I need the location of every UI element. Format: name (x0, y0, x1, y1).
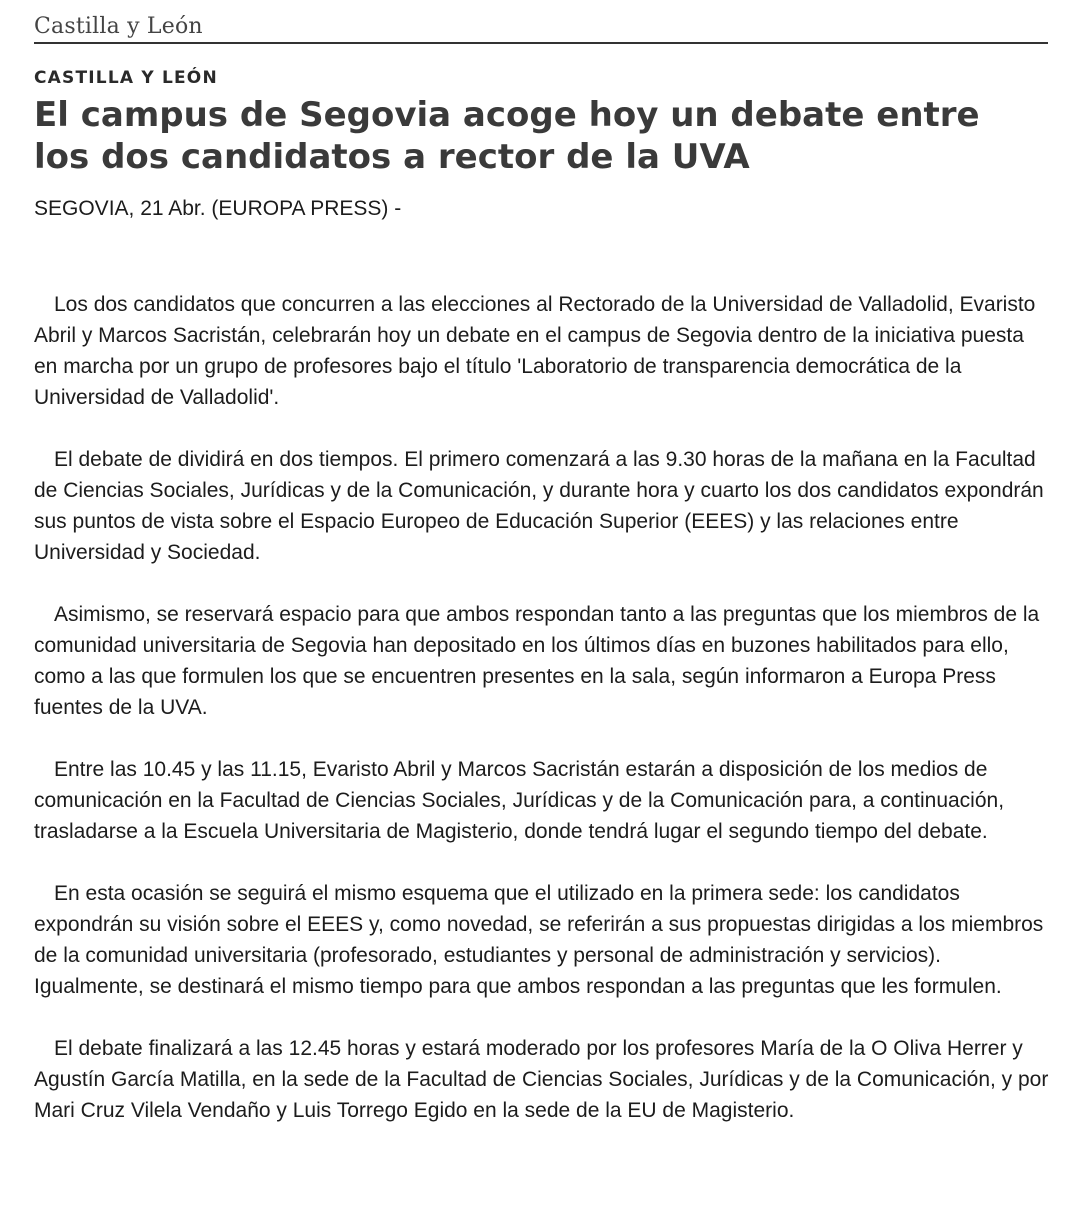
paragraph: Asimismo, se reservará espacio para que ambos respondan tanto a las preguntas que los miembros de la comunidad universitaria de Segovia han depositado en los últimos días en buzones habilitados para ello, como a las que formulen los que se encuentren presentes en la sala, según informaron a Europa Press fuentes de la UVA. (34, 603, 1040, 719)
paragraph: El debate de dividirá en dos tiempos. El primero comenzará a las 9.30 horas de la mañana en la Facultad de Ciencias Sociales, Jurídicas y de la Comunicación, y durante hora y cuarto los dos candidatos expondrán sus puntos de vista sobre el Espacio Europeo de Educación Superior (EEES) y las relaciones entre Universidad y Sociedad. (34, 448, 1044, 564)
masthead (34, 14, 1048, 44)
section-label: CASTILLA Y LEÓN (34, 68, 218, 88)
paragraph: Entre las 10.45 y las 11.15, Evaristo Abril y Marcos Sacristán estarán a disposición de los medios de comunicación en la Facultad de Ciencias Sociales, Jurídicas y de la Comunicación para, a continuación, trasladarse a la Escuela Universitaria de Magisterio, donde tendrá lugar el segundo tiempo del debate. (34, 758, 1005, 843)
paragraph: En esta ocasión se seguirá el mismo esquema que el utilizado en la primera sede: los candidatos expondrán su visión sobre el EEES y, como novedad, se referirán a sus propuestas dirigidas a los miembros de la comunidad universitaria (profesorado, estudiantes y personal de administración y servicios). Igualmente, se destinará el mismo tiempo para que ambos respondan a las preguntas que les formulen. (34, 882, 1044, 998)
dateline: SEGOVIA, 21 Abr. (EUROPA PRESS) - (34, 197, 402, 220)
article-body (34, 289, 1050, 1157)
masthead-title: Castilla y León (34, 14, 203, 39)
headline: El campus de Segovia acoge hoy un debate entre los dos candidatos a rector de la UVA (34, 95, 980, 177)
paragraph: Los dos candidatos que concurren a las elecciones al Rectorado de la Universidad de Valladolid, Evaristo Abril y Marcos Sacristán, celebrarán hoy un debate en el campus de Segovia dentro de la iniciativa puesta en marcha por un grupo de profesores bajo el título 'Laboratorio de transparencia democrática de la Universidad de Valladolid'. (34, 293, 1036, 409)
paragraph: El debate finalizará a las 12.45 horas y estará moderado por los profesores María de la O Oliva Herrer y Agustín García Matilla, en la sede de la Facultad de Ciencias Sociales, Jurídicas y de la Comunicación, y por Mari Cruz Vilela Vendaño y Luis Torrego Egido en la sede de la EU de Magisterio. (34, 1037, 1049, 1122)
